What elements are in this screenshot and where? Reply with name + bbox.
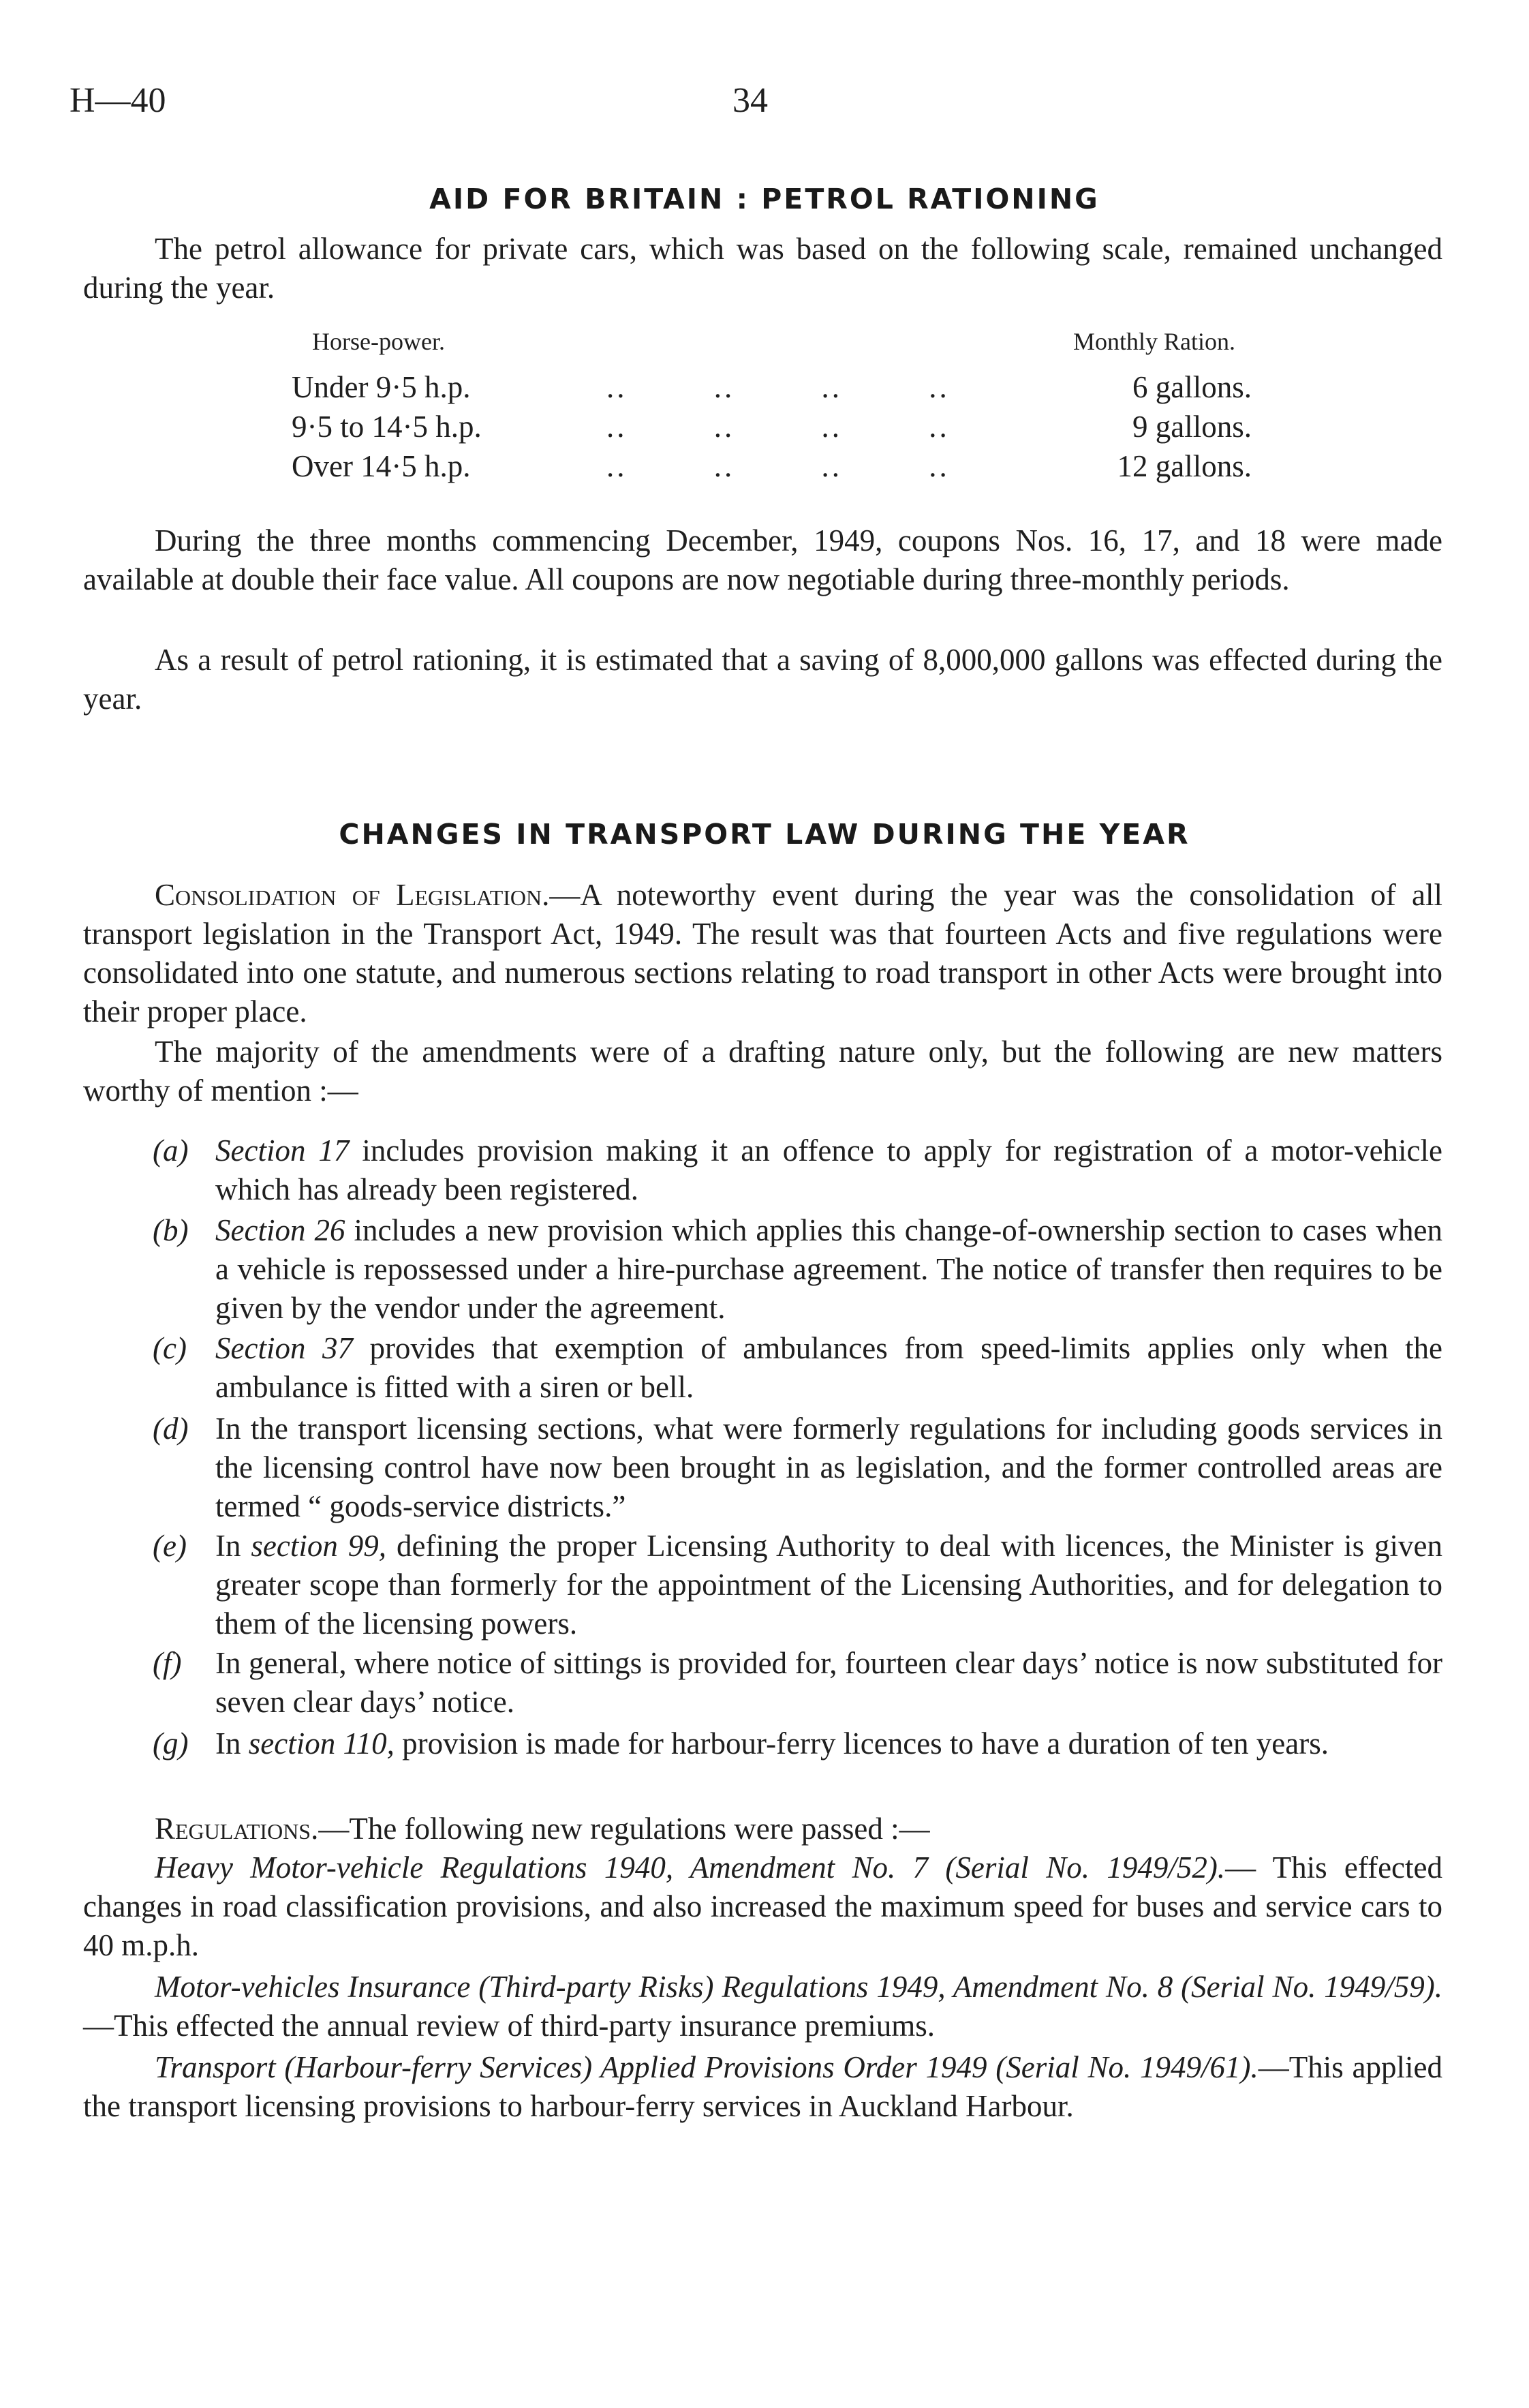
- horse-power-cell: 9·5 to 14·5 h.p.: [292, 410, 482, 444]
- ration-cell: 12 gallons.: [1117, 449, 1252, 483]
- table-row: [0, 409, 1529, 447]
- page-number: 34: [732, 81, 768, 120]
- item-text: provision is made for harbour-ferry licences to have a duration of ten years.: [394, 1726, 1329, 1761]
- ration-cell: 9 gallons.: [1132, 410, 1252, 444]
- leader-dots: .. .. .. ..: [606, 410, 950, 444]
- item-label: (c): [153, 1331, 187, 1365]
- item-text: defining the proper Licensing Authority to deal with licences, the Minister is given greater scope than formerly for the appointment of the Licensing Authorities, and for delegation to them of the licensing powers.: [215, 1529, 1442, 1641]
- savings-paragraph: As a result of petrol rationing, it is estimated that a saving of 8,000,000 gallons was effected during the year.: [83, 643, 1442, 716]
- list-item: [153, 1724, 1442, 1763]
- section-title-aid-for-britain: AID FOR BRITAIN : PETROL RATIONING: [429, 183, 1100, 215]
- consolidation-text: —A noteworthy event during the year was the consolidation of all transport legislation in the Transport Act, 1949. The result was that fourteen Acts and five regulations were consolidated into one statute, and numerous sections relating to road transport in other Acts were brought into their proper place.: [83, 878, 1442, 1028]
- horse-power-cell: Under 9·5 h.p.: [292, 370, 471, 404]
- item-section-ref: section 110,: [248, 1726, 395, 1761]
- regulation-entry: [83, 1848, 1442, 1965]
- item-label: (a): [153, 1133, 189, 1168]
- list-item: [153, 1409, 1442, 1526]
- regulations-intro: [83, 1810, 1442, 1848]
- item-label: (e): [153, 1529, 187, 1563]
- item-text: In general, where notice of sittings is provided for, fourteen clear days’ notice is now substituted for seven clear days’ notice.: [215, 1646, 1442, 1719]
- regulation-title: Transport (Harbour-ferry Services) Applied Provisions Order 1949 (Serial No. 1949/61).: [155, 2050, 1258, 2084]
- leader-dots: .. .. .. ..: [606, 449, 950, 483]
- item-label: (b): [153, 1213, 189, 1247]
- item-text: provides that exemption of ambulances from speed-limits applies only when the ambulance is fitted with a siren or bell.: [215, 1331, 1443, 1404]
- ration-cell: 6 gallons.: [1132, 370, 1252, 404]
- list-item: [153, 1131, 1442, 1209]
- table-row: [0, 369, 1529, 408]
- list-item: [153, 1527, 1442, 1643]
- item-text: In the transport licensing sections, what were formerly regulations for including goods services in the licensing control have now been brought in as legislation, and the former controlled areas are termed “ goods-service districts.”: [215, 1412, 1442, 1523]
- regulation-entry: [83, 1968, 1442, 2045]
- coupons-paragraph: During the three months commencing December, 1949, coupons Nos. 16, 17, and 18 were made available at double their face value. All coupons are now negotiable during three-monthly periods.: [83, 523, 1442, 596]
- petrol-intro-paragraph: The petrol allowance for private cars, which was based on the following scale, remained unchanged during the year.: [83, 232, 1442, 305]
- regulation-text: —This applied the transport licensing provisions to harbour-ferry services in Auckland Harbour.: [83, 2050, 1442, 2123]
- item-section-ref: section 99,: [251, 1529, 387, 1563]
- regulations-heading: Regulations.: [155, 1812, 319, 1846]
- item-prefix: In: [215, 1529, 251, 1563]
- section-title-transport-law: CHANGES IN TRANSPORT LAW DURING THE YEAR: [339, 818, 1190, 851]
- item-section-ref: Section 17: [215, 1133, 350, 1168]
- majority-paragraph: The majority of the amendments were of a drafting nature only, but the following are new matters worthy of mention :—: [83, 1035, 1442, 1108]
- consolidation-heading: Consolidation of Legislation.: [155, 878, 550, 912]
- consolidation-paragraph: [83, 876, 1442, 1031]
- list-item: [153, 1329, 1442, 1407]
- column-header-horse-power: Horse-power.: [312, 328, 445, 355]
- list-item: [153, 1644, 1442, 1722]
- item-prefix: In: [215, 1726, 249, 1761]
- horse-power-cell: Over 14·5 h.p.: [292, 449, 471, 483]
- regulation-text: —This effected the annual review of third-party insurance premiums.: [83, 2009, 935, 2043]
- item-label: (d): [153, 1412, 189, 1446]
- item-label: (f): [153, 1646, 182, 1680]
- item-section-ref: Section 37: [215, 1331, 353, 1365]
- item-text: includes provision making it an offence to apply for registration of a motor-vehicle which has already been registered.: [215, 1133, 1442, 1206]
- column-header-monthly-ration: Monthly Ration.: [1073, 328, 1236, 355]
- list-item: [153, 1211, 1442, 1328]
- leader-dots: .. .. .. ..: [606, 370, 950, 404]
- regulation-title: Heavy Motor-vehicle Regulations 1940, Amendment No. 7 (Serial No. 1949/52).: [155, 1850, 1226, 1885]
- item-section-ref: Section 26: [215, 1213, 345, 1247]
- table-row: [0, 448, 1529, 487]
- document-code: H—40: [70, 81, 166, 120]
- item-text: includes a new provision which applies this change-of-ownership section to cases when a vehicle is repossessed under a hire-purchase agreement. The notice of transfer then requires to be given by the vendor under the agreement.: [215, 1213, 1442, 1325]
- item-label: (g): [153, 1726, 189, 1761]
- regulation-entry: [83, 2048, 1442, 2126]
- regulation-text: — This effected changes in road classification provisions, and also increased the maximum speed for buses and service cars to 40 m.p.h.: [83, 1850, 1442, 1962]
- regulation-title: Motor-vehicles Insurance (Third-party Risks) Regulations 1949, Amendment No. 8 (Serial No. 1949/59).: [155, 1970, 1442, 2004]
- regulations-text: —The following new regulations were passed :—: [318, 1812, 930, 1846]
